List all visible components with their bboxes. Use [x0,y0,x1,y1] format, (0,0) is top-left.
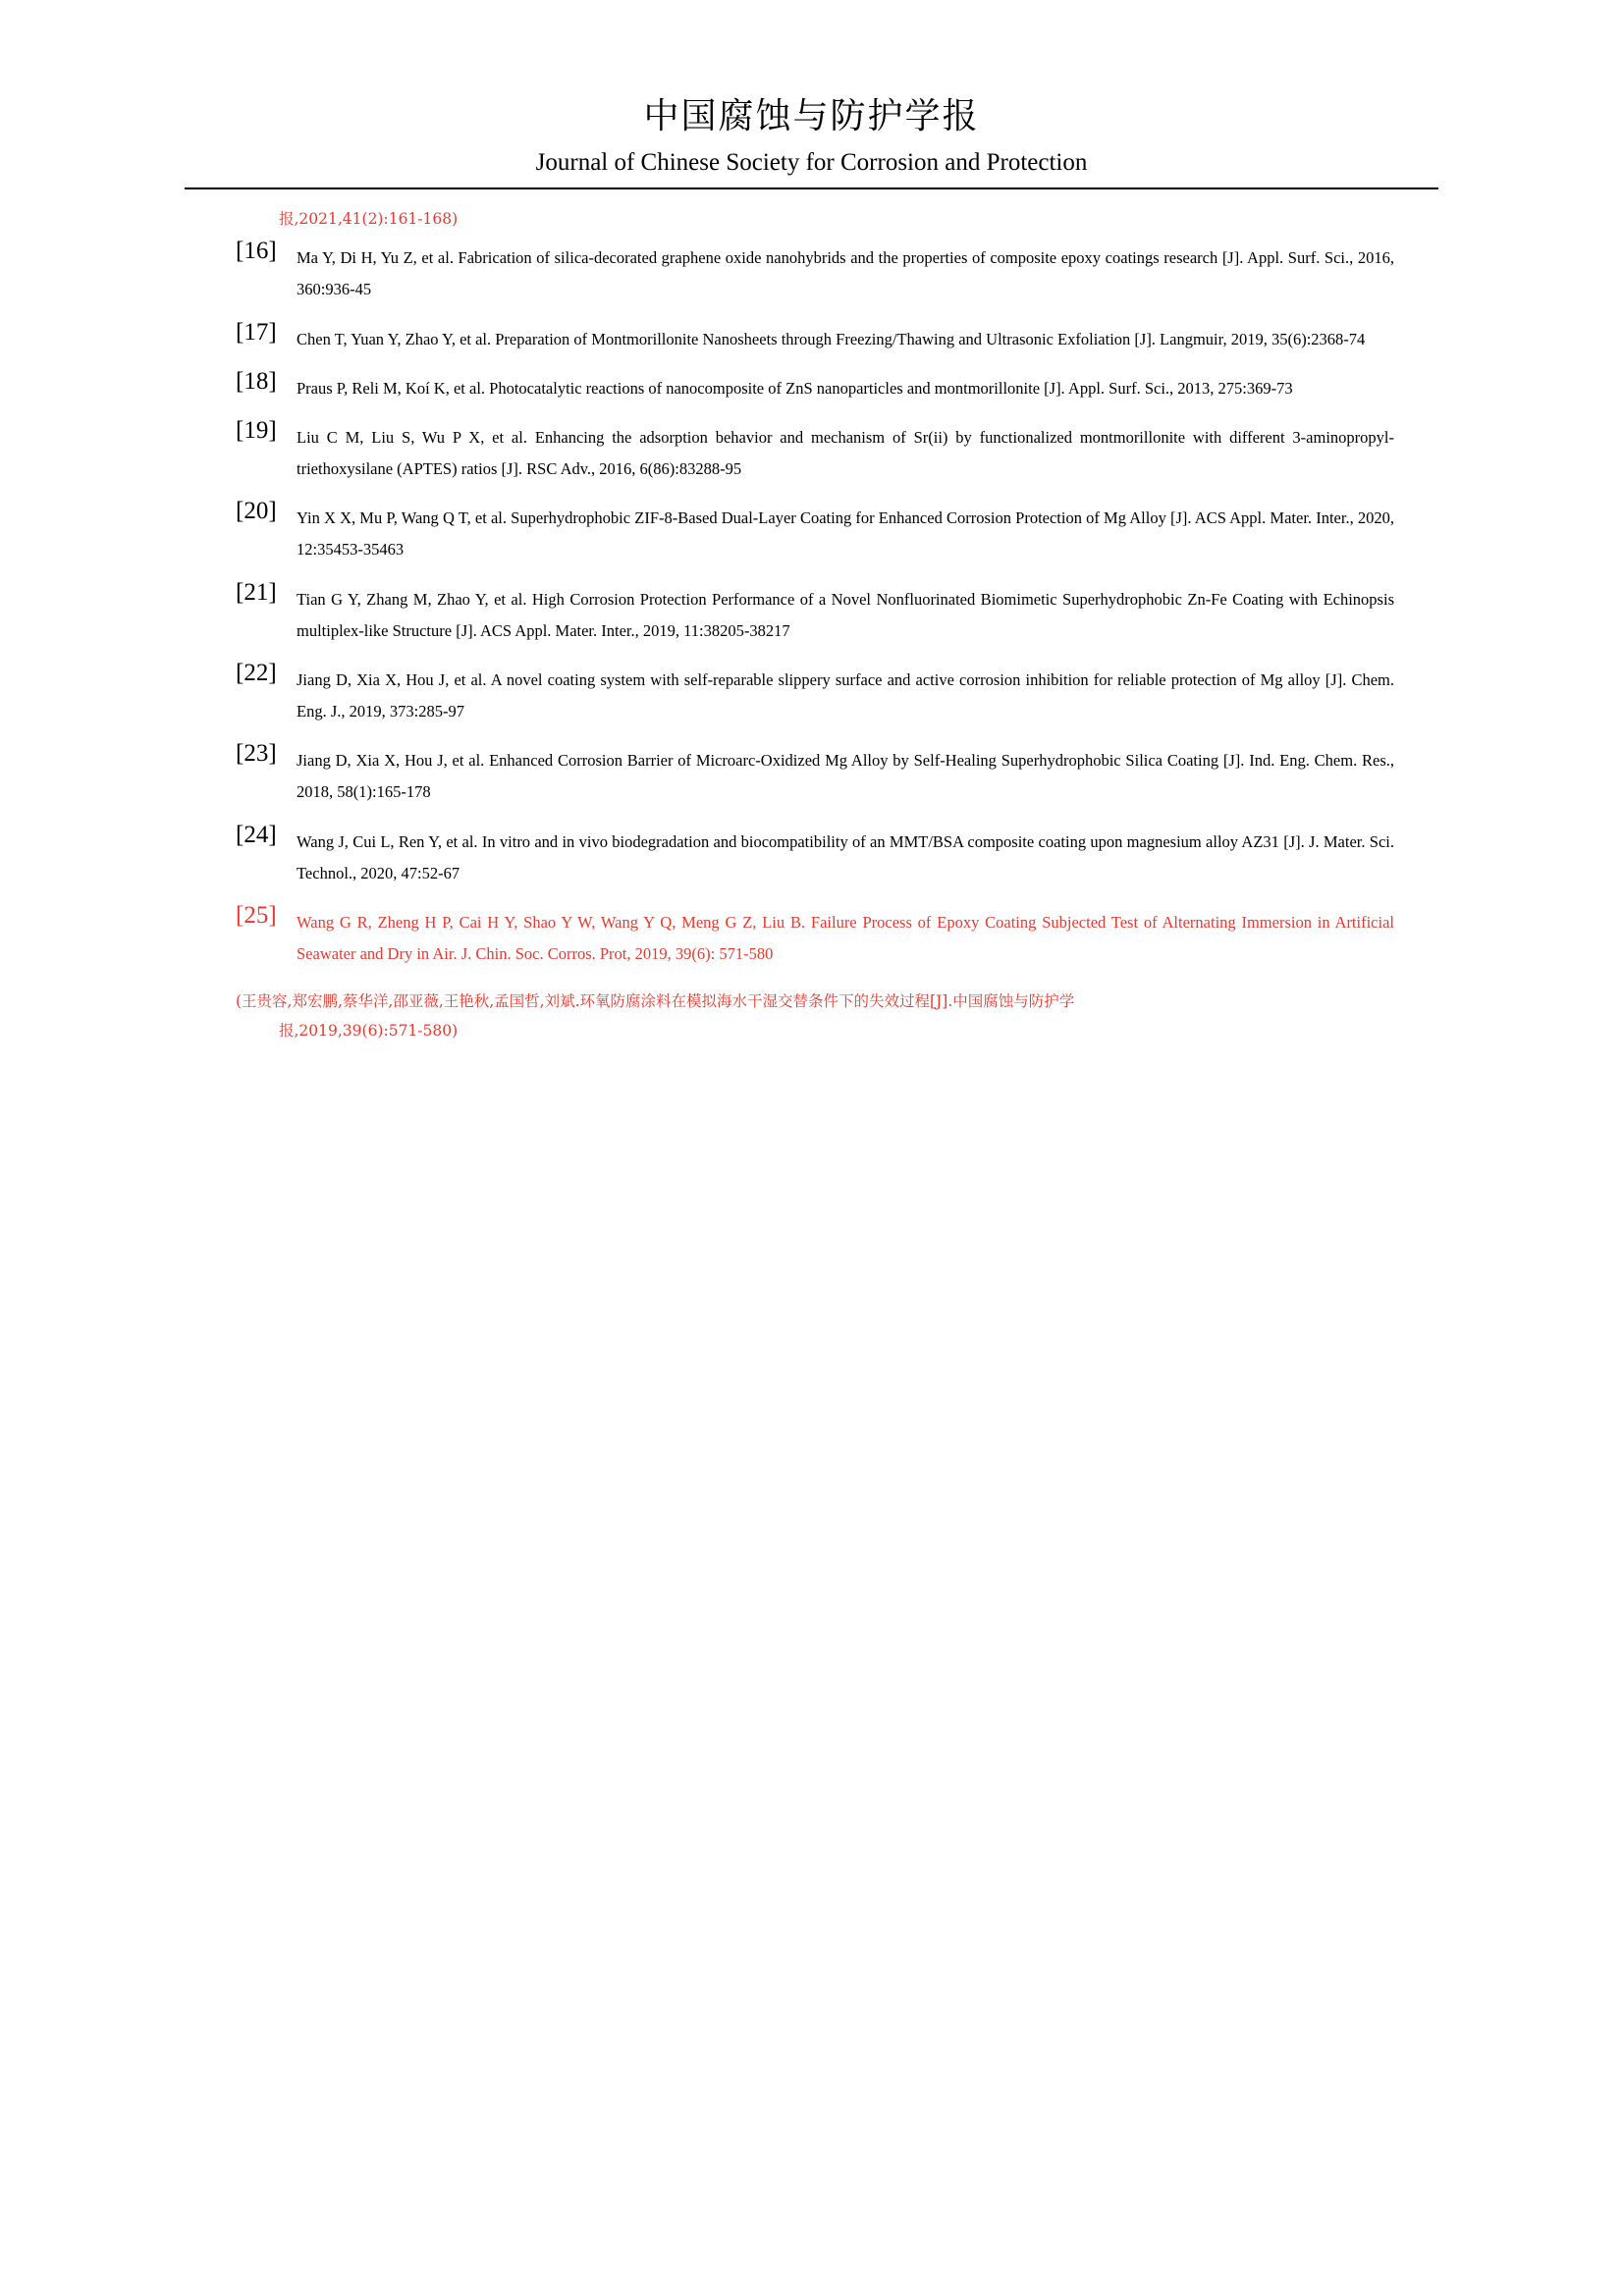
reference-text: Yin X X, Mu P, Wang Q T, et al. Superhydrophobic ZIF-8-Based Dual-Layer Coating for Enhanced Corrosion Protection of Mg Alloy [J]. ACS Appl. Mater. Inter., 2020, 12:35453-35463 [297,508,1394,560]
reference-number: [24] [236,821,277,848]
reference-number: [20] [236,498,277,525]
reference-text: Liu C M, Liu S, Wu P X, et al. Enhancing the adsorption behavior and mechanism of Sr(ii) by functionalized montmorillonite with different 3-aminopropyl- triethoxysilane (APTES) ratios [J]. RSC Adv., 2016, 6(86):83288-95 [297,427,1394,479]
reference-number: [18] [236,367,277,395]
reference-item [236,238,1394,305]
reference-number: [19] [236,416,277,444]
reference-number: [17] [236,318,277,346]
reference-text: Jiang D, Xia X, Hou J, et al. A novel coating system with self-reparable slippery surface and active corrosion inhibition for reliable protection of Mg alloy [J]. Chem. Eng. J., 2019, 373:285-97 [297,669,1394,721]
header-divider [185,187,1438,189]
reference-number: [22] [236,659,277,686]
reference-text: Wang J, Cui L, Ren Y, et al. In vitro and in vivo biodegradation and biocompatibility of an MMT/BSA composite coating upon magnesium alloy AZ31 [J]. J. Mater. Sci. Technol., 2020, 47:52-67 [297,831,1394,882]
reference-text: Wang G R, Zheng H P, Cai H Y, Shao Y W, Wang Y Q, Meng G Z, Liu B. Failure Process of Epoxy Coating Subjected Test of Alternating Immersion in Artificial Seawater and Dry in Air. J. Chin. Soc. Corros. Prot, 2019, 39(6): 571-580 [297,913,1394,964]
reference-translation [236,988,1394,1045]
journal-title-english: Journal of Chinese Society for Corrosion and Protection [535,149,1088,176]
reference-item [236,318,1394,355]
page-header [0,0,1623,189]
reference-item [236,821,1394,889]
reference-list [236,208,1394,1045]
reference-number: [25] [236,902,277,929]
journal-title-chinese: 中国腐蚀与防护学报 [643,96,980,136]
translation-line-2: 报,2019,39(6):571-580) [279,1021,459,1040]
reference-text: Jiang D, Xia X, Hou J, et al. Enhanced Corrosion Barrier of Microarc-Oxidized Mg Alloy by Self-Healing Superhydrophobic Silica Coating [J]. Ind. Eng. Chem. Res., 2018, 58(1):165-178 [297,751,1394,802]
continued-reference-tail: 报,2021,41(2):161-168) [279,210,459,228]
reference-text: Praus P, Reli M, Koí K, et al. Photocatalytic reactions of nanocomposite of ZnS nanoparticles and montmorillonite [J]. Appl. Surf. Sci., 2013, 275:369-73 [297,378,1293,398]
reference-item [236,416,1394,485]
reference-number: [21] [236,578,277,606]
translation-line-1: (王贵容,郑宏鹏,蔡华洋,邵亚薇,王艳秋,孟国哲,刘斌.环氧防腐涂料在模拟海水干湿交替条件下的失效过程[J].中国腐蚀与防护学 [236,992,1075,1011]
reference-item [236,367,1394,404]
reference-item [236,740,1394,808]
reference-text: Ma Y, Di H, Yu Z, et al. Fabrication of silica-decorated graphene oxide nanohybrids and the properties of composite epoxy coatings research [J]. Appl. Surf. Sci., 2016, 360:936-45 [297,248,1394,299]
reference-item [236,578,1394,647]
reference-item-highlighted [236,902,1394,970]
reference-number: [23] [236,740,277,768]
reference-text: Chen T, Yuan Y, Zhao Y, et al. Preparation of Montmorillonite Nanosheets through Freezing/Thawing and Ultrasonic Exfoliation [J]. Langmuir, 2019, 35(6):2368-74 [297,329,1366,348]
reference-number: [16] [236,238,277,265]
reference-item [236,659,1394,727]
reference-item [236,498,1394,565]
reference-text: Tian G Y, Zhang M, Zhao Y, et al. High Corrosion Protection Performance of a Novel Nonfluorinated Biomimetic Superhydrophobic Zn-Fe Coating with Echinopsis multiplex-like Structure [J]. ACS Appl. Mater. Inter., 2019, 11:38205-38217 [297,589,1394,640]
